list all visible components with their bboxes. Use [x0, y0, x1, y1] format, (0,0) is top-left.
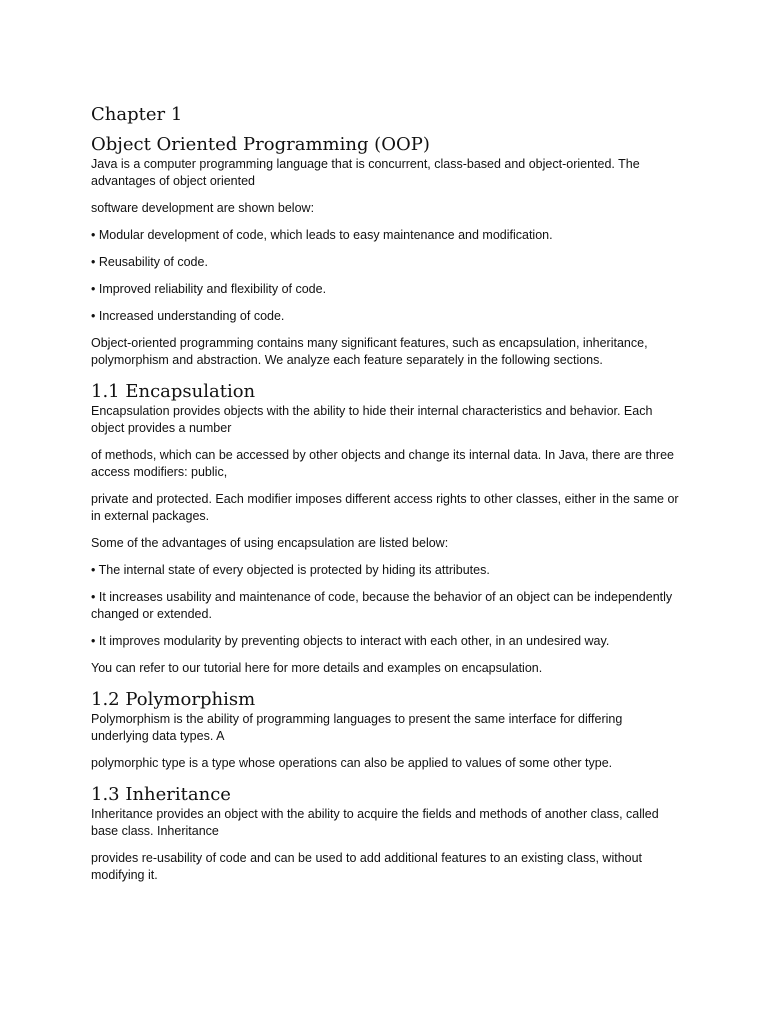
document-title: Object Oriented Programming (OOP) [91, 134, 430, 155]
paragraph: Object-oriented programming contains many significant features, such as encapsulation, inheritance, polymorphism and abstraction. We analyze each feature separately in the following sections. [91, 336, 648, 367]
paragraph: Polymorphism is the ability of programming languages to present the same interface for differing underlying data types. A [91, 712, 623, 743]
section-heading: 1.3 Inheritance [91, 784, 231, 805]
bullet-item: • Modular development of code, which leads to easy maintenance and modification. [91, 228, 553, 242]
section-polymorphism [91, 689, 681, 772]
section-heading: 1.2 Polymorphism [91, 689, 256, 710]
bullet-item: • The internal state of every objected is protected by hiding its attributes. [91, 563, 490, 577]
bullet-item: • Reusability of code. [91, 255, 208, 269]
paragraph: of methods, which can be accessed by other objects and change its internal data. In Java, there are three access modifiers: public, [91, 448, 674, 479]
paragraph: software development are shown below: [91, 201, 315, 215]
paragraph: Some of the advantages of using encapsulation are listed below: [91, 536, 449, 550]
bullet-item: • Increased understanding of code. [91, 309, 285, 323]
paragraph: provides re-usability of code and can be used to add additional features to an existing class, without modifying it. [91, 851, 643, 882]
bullet-item: • It increases usability and maintenance of code, because the behavior of an object can be independently changed or extended. [91, 590, 673, 621]
section-inheritance [91, 784, 681, 884]
intro-section [91, 156, 681, 369]
paragraph: Java is a computer programming language that is concurrent, class-based and object-oriented. The advantages of object oriented [91, 157, 640, 188]
bullet-item: • Improved reliability and flexibility of code. [91, 282, 327, 296]
chapter-label: Chapter 1 [91, 104, 183, 125]
paragraph: polymorphic type is a type whose operations can also be applied to values of some other type. [91, 756, 613, 770]
paragraph: private and protected. Each modifier imposes different access rights to other classes, either in the same or in external packages. [91, 492, 679, 523]
bullet-item: • It improves modularity by preventing objects to interact with each other, in an undesired way. [91, 634, 610, 648]
section-encapsulation [91, 381, 681, 677]
section-heading: 1.1 Encapsulation [91, 381, 256, 402]
paragraph: Encapsulation provides objects with the ability to hide their internal characteristics and behavior. Each object provides a number [91, 404, 653, 435]
paragraph: You can refer to our tutorial here for more details and examples on encapsulation. [91, 661, 543, 675]
paragraph: Inheritance provides an object with the ability to acquire the fields and methods of another class, called base class. Inheritance [91, 807, 659, 838]
document-page [91, 104, 681, 894]
